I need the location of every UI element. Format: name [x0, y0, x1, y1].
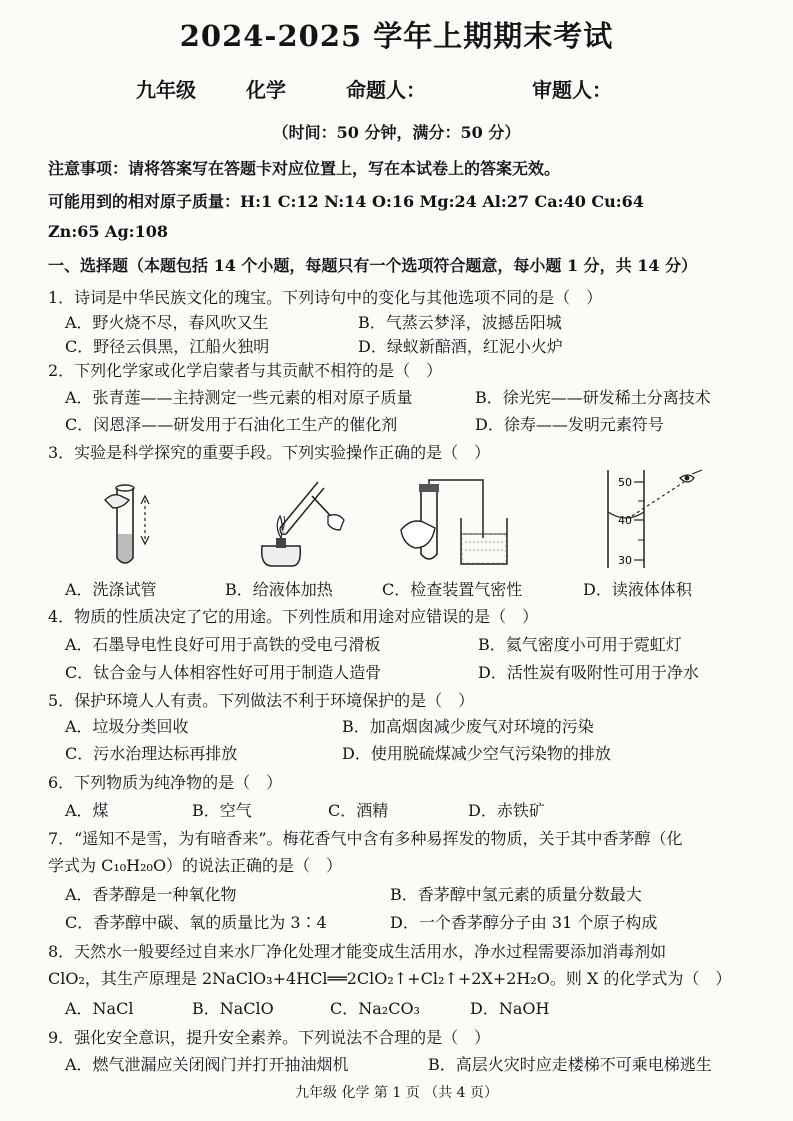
- q6-option-c: C．酒精: [328, 801, 389, 820]
- airtightness-check-figure: [395, 478, 525, 570]
- question-7-line-2: 学式为 C₁₀H₂₀O）的说法正确的是（ ）: [48, 856, 343, 875]
- q9-option-b: B．高层火灾时应走楼梯不可乘电梯逃生: [428, 1055, 712, 1074]
- cylinder-tick-40: 40: [618, 514, 632, 527]
- question-8-line-2: ClO₂，其生产原理是 2NaClO₃+4HCl══2ClO₂↑+Cl₂↑+2X+2H₂O。则 X 的化学式为（ ）: [48, 969, 732, 988]
- q4-option-a: A．石墨导电性良好可用于高铁的受电弓滑板: [65, 635, 381, 654]
- q3-option-c: C．检查装置气密性: [382, 580, 523, 599]
- q2-option-d: D．徐寿——发明元素符号: [475, 415, 664, 434]
- cylinder-tick-50: 50: [618, 476, 632, 489]
- q1-option-b: B．气蒸云梦泽，波撼岳阳城: [358, 313, 562, 332]
- q1-option-c: C．野径云俱黑，江船火独明: [65, 337, 270, 356]
- q4-option-d: D．活性炭有吸附性可用于净水: [478, 663, 699, 682]
- graduated-cylinder-figure: [598, 468, 708, 574]
- page-footer: 九年级 化学 第 1 页 （共 4 页）: [295, 1085, 498, 1101]
- heating-liquid-figure: [240, 476, 350, 572]
- q2-option-b: B．徐光宪——研发稀土分离技术: [475, 388, 711, 407]
- section-heading: 一、选择题（本题包括 14 个小题，每题只有一个选项符合题意，每小题 1 分，共 14 分）: [48, 256, 698, 275]
- q8-option-c: C．Na₂CO₃: [330, 999, 420, 1018]
- q7-option-d: D．一个香茅醇分子由 31 个原子构成: [390, 913, 658, 932]
- subject-label: 化学: [246, 78, 286, 102]
- q5-option-a: A．垃圾分类回收: [65, 717, 189, 736]
- question-5: 5．保护环境人人有责。下列做法不利于环境保护的是（ ）: [48, 691, 475, 710]
- notice: 注意事项：请将答案写在答题卡对应位置上，写在本试卷上的答案无效。: [48, 159, 561, 178]
- q4-option-b: B．氦气密度小可用于霓虹灯: [478, 635, 682, 654]
- question-6: 6．下列物质为纯净物的是（ ）: [48, 773, 283, 792]
- q8-option-a: A．NaCl: [65, 999, 134, 1018]
- q8-option-d: D．NaOH: [470, 999, 550, 1018]
- q5-option-c: C．污水治理达标再排放: [65, 744, 238, 763]
- question-2: 2．下列化学家或化学启蒙者与其贡献不相符的是（ ）: [48, 361, 443, 380]
- q3-option-d: D．读液体体积: [583, 580, 692, 599]
- question-7-line-1: 7．“遥知不是雪，为有暗香来”。梅花香气中含有多种易挥发的物质，关于其中香茅醇（化: [48, 829, 683, 848]
- question-1: 1．诗词是中华民族文化的瑰宝。下列诗句中的变化与其他选项不同的是（ ）: [48, 288, 603, 307]
- q6-option-a: A．煤: [65, 801, 109, 820]
- page-title: 2024-2025 学年上期期末考试: [179, 19, 614, 53]
- q7-option-a: A．香茅醇是一种氧化物: [65, 885, 237, 904]
- q2-option-c: C．闵恩泽——研发用于石油化工生产的催化剂: [65, 415, 398, 434]
- q3-option-b: B．给液体加热: [225, 580, 333, 599]
- question-3: 3．实验是科学探究的重要手段。下列实验操作正确的是（ ）: [48, 443, 491, 462]
- q1-option-a: A．野火烧不尽，春风吹又生: [65, 313, 269, 332]
- time-note: （时间：50 分钟，满分：50 分）: [272, 123, 521, 142]
- q7-option-b: B．香茅醇中氢元素的质量分数最大: [390, 885, 642, 904]
- q2-option-a: A．张青莲——主持测定一些元素的相对原子质量: [65, 388, 413, 407]
- cylinder-tick-30: 30: [618, 554, 632, 567]
- q6-option-d: D．赤铁矿: [468, 801, 545, 820]
- q3-option-a: A．洗涤试管: [65, 580, 157, 599]
- q9-option-a: A．燃气泄漏应关闭阀门并打开抽油烟机: [65, 1055, 349, 1074]
- washing-test-tube-figure: [95, 478, 165, 570]
- q7-option-c: C．香茅醇中碳、氧的质量比为 3∶4: [65, 913, 327, 932]
- question-9: 9．强化安全意识，提升安全素养。下列说法不合理的是（ ）: [48, 1028, 491, 1047]
- q5-option-d: D．使用脱硫煤减少空气污染物的排放: [342, 744, 611, 763]
- q1-option-d: D．绿蚁新醅酒，红泥小火炉: [358, 337, 563, 356]
- reviewer-label: 审题人：: [532, 78, 612, 102]
- q5-option-b: B．加高烟囱减少废气对环境的污染: [342, 717, 594, 736]
- question-8-line-1: 8．天然水一般要经过自来水厂净化处理才能变成生活用水，净水过程需要添加消毒剂如: [48, 942, 667, 961]
- q8-option-b: B．NaClO: [192, 999, 274, 1018]
- q6-option-b: B．空气: [192, 801, 252, 820]
- grade-label: 九年级: [136, 78, 196, 102]
- question-4: 4．物质的性质决定了它的用途。下列性质和用途对应错误的是（ ）: [48, 607, 539, 626]
- atomic-mass-line-1: 可能用到的相对原子质量：H:1 C:12 N:14 O:16 Mg:24 Al:27 Ca:40 Cu:64: [48, 192, 644, 211]
- atomic-mass-line-2: Zn:65 Ag:108: [48, 222, 168, 241]
- setter-label: 命题人：: [346, 78, 426, 102]
- q4-option-c: C．钛合金与人体相容性好可用于制造人造骨: [65, 663, 382, 682]
